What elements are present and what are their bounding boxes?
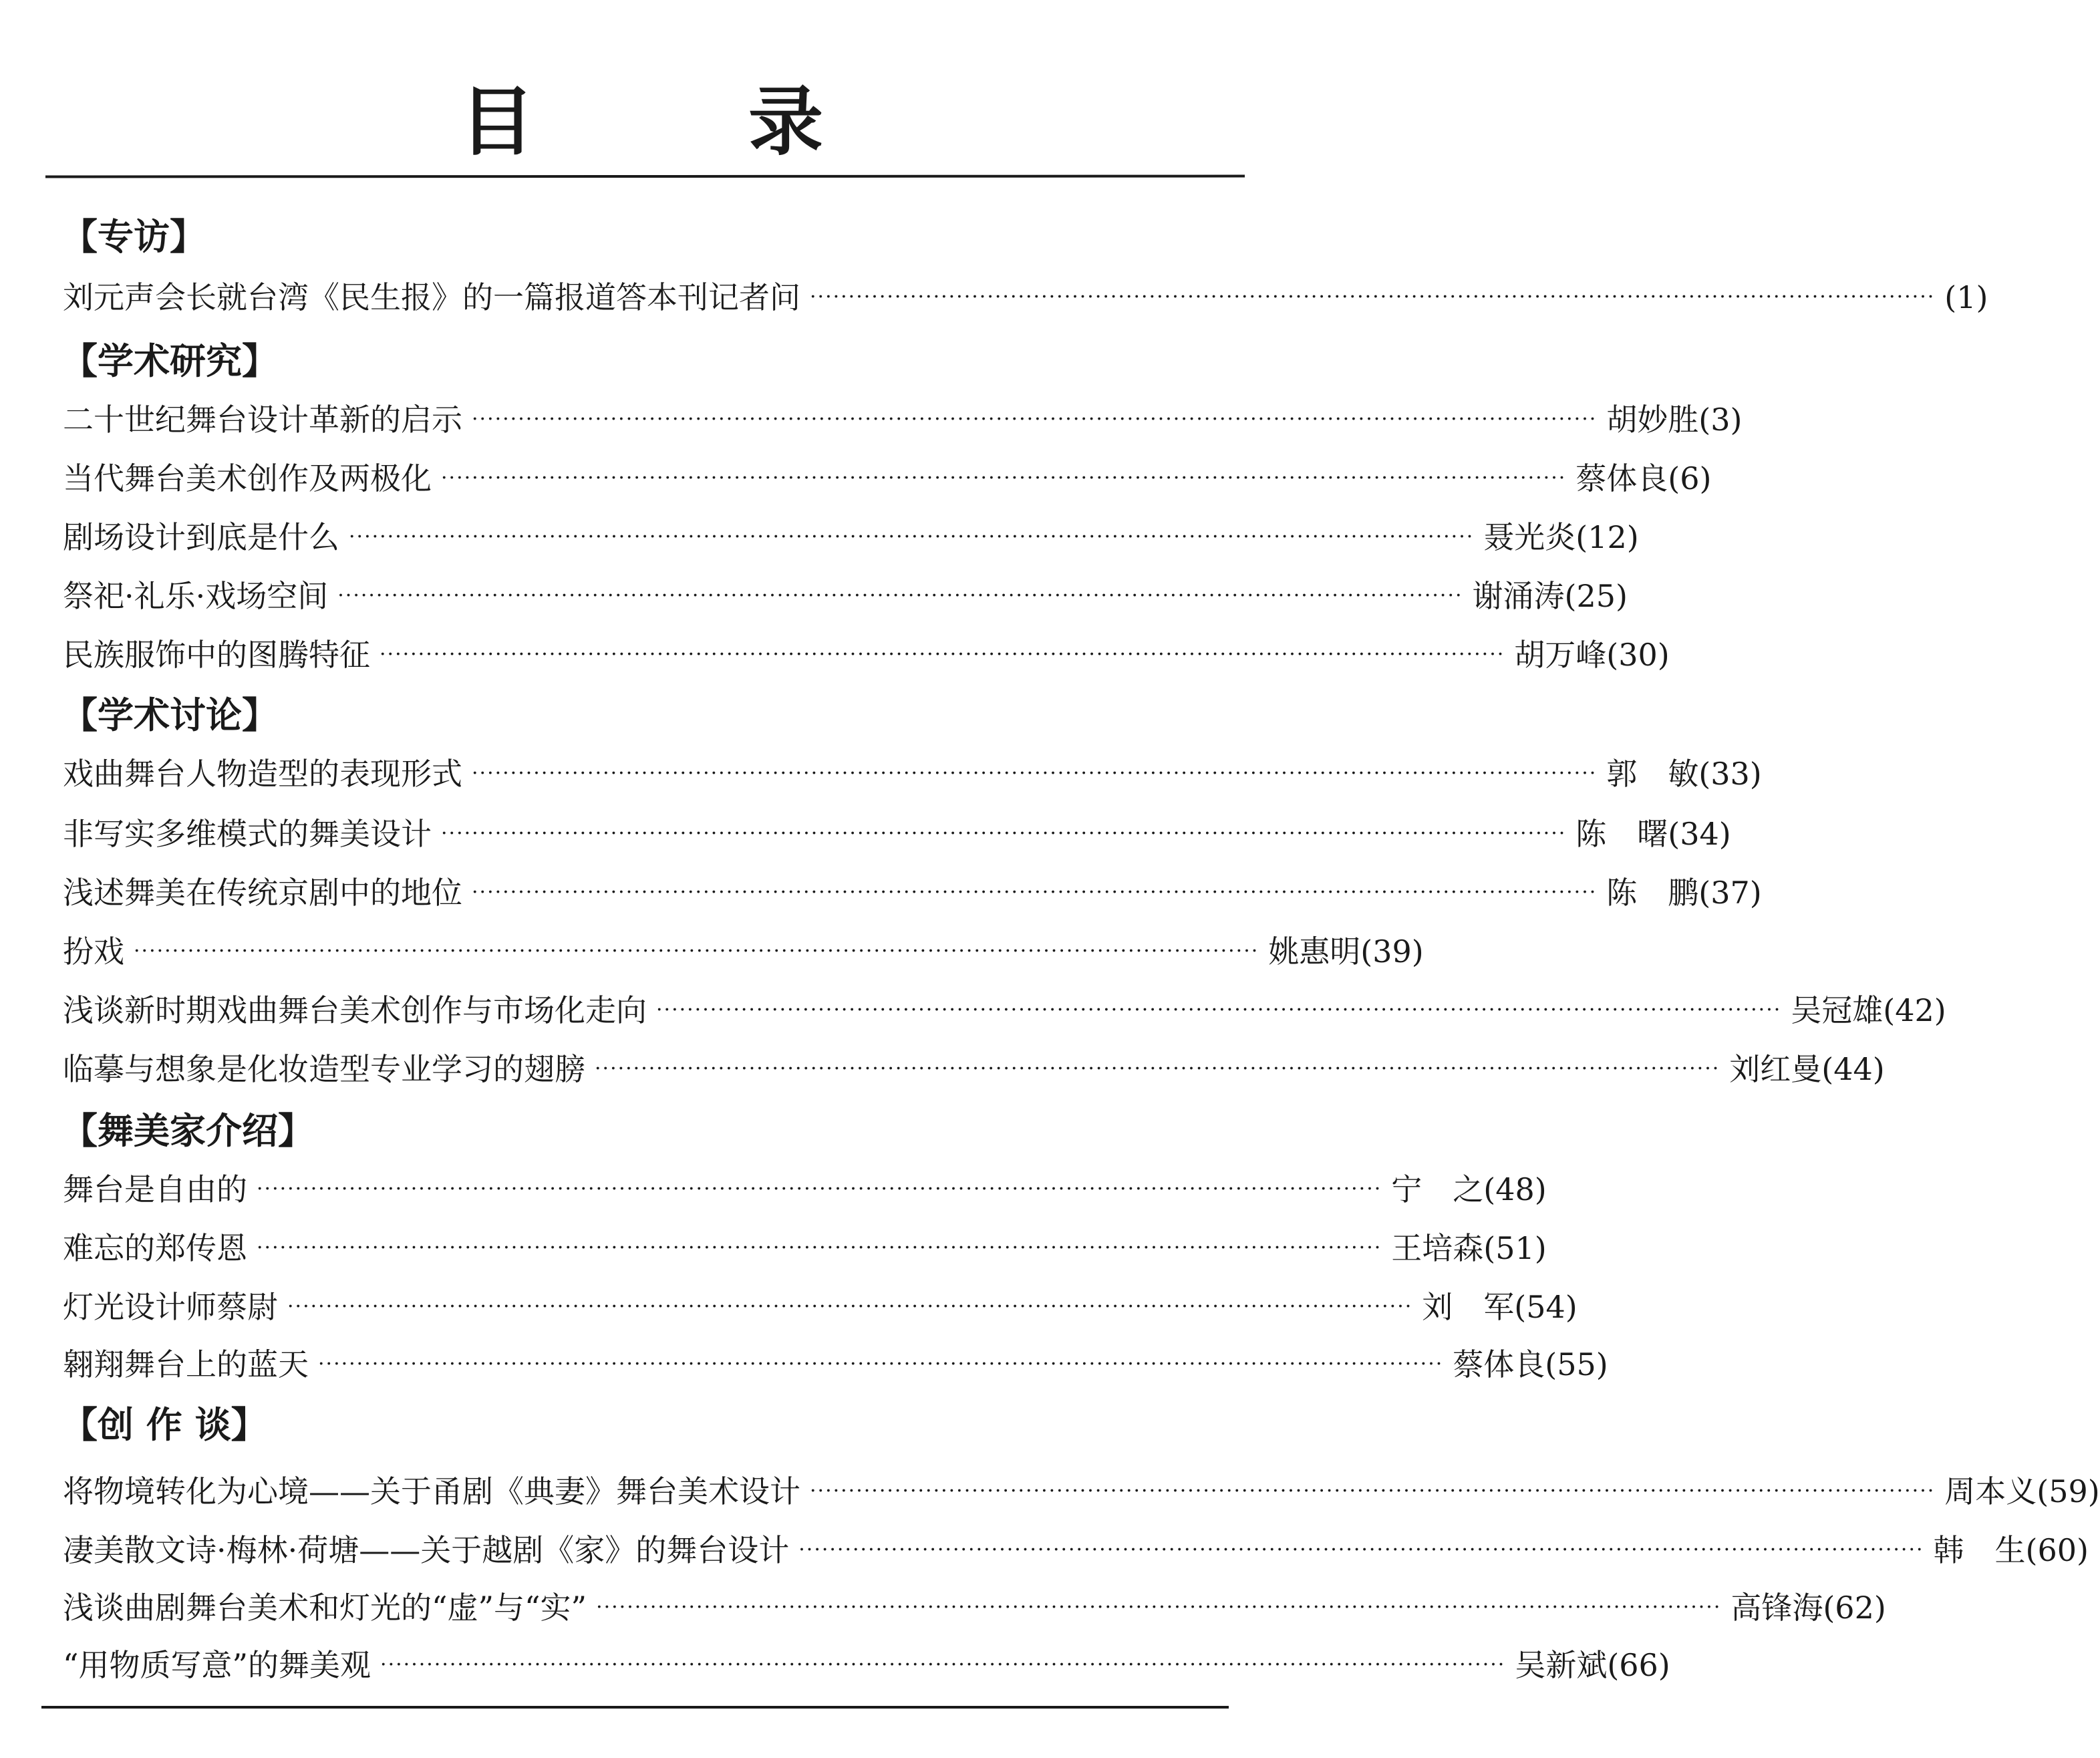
entry-page: (60) (2025, 1532, 2089, 1568)
entry-author: 高锋海 (1731, 1590, 1823, 1626)
entry-author: 蔡体良 (1576, 460, 1668, 496)
entry-page: (44) (1821, 1051, 1885, 1087)
leader-dots: ·················································································································································· (798, 1538, 1924, 1562)
toc-entry[interactable] (63, 1169, 1547, 1209)
toc-entry[interactable] (63, 931, 1424, 972)
entry-page: (59) (2037, 1473, 2100, 1509)
title-char-right: 录 (748, 79, 823, 166)
toc-entry[interactable] (63, 400, 1743, 440)
toc-entry[interactable] (63, 1645, 1670, 1685)
entry-title: 浅述舞美在传统京剧中的地位 (63, 875, 462, 911)
entry-author: 姚惠明 (1268, 933, 1361, 970)
section-heading: 【学术讨论】 (61, 694, 278, 736)
bottom-rule (41, 1706, 1229, 1709)
entry-page: (55) (1545, 1346, 1608, 1382)
entry-title: 凄美散文诗·梅林·荷塘——关于越剧《家》的舞台设计 (63, 1532, 790, 1568)
entry-author: 吴新斌 (1515, 1647, 1608, 1683)
entry-author: 宁 之 (1391, 1171, 1484, 1207)
entry-title: 浅谈新时期戏曲舞台美术创作与市场化走向 (63, 992, 647, 1028)
entry-title: 临摹与想象是化妆造型专业学习的翅膀 (63, 1051, 585, 1087)
leader-dots: ·················································································································································· (380, 643, 1505, 666)
entry-page: (33) (1698, 756, 1762, 792)
entry-title: 浅谈曲剧舞台美术和灯光的“虚”与“实” (63, 1590, 587, 1626)
leader-dots: ·················································································································································· (349, 525, 1475, 549)
entry-title: 非写实多维模式的舞美设计 (63, 816, 432, 852)
entry-title: 祭祀·礼乐·戏场空间 (63, 578, 329, 614)
leader-dots: ·················································································································································· (318, 1352, 1444, 1376)
leader-dots: ·················································································································································· (257, 1236, 1382, 1260)
entry-title: 民族服饰中的图腾特征 (63, 637, 370, 673)
leader-dots: ·················································································································································· (656, 998, 1782, 1022)
entry-author: 吴冠雄 (1791, 992, 1884, 1028)
entry-title: 剧场设计到底是什么 (63, 519, 339, 555)
entry-author: 郭 敏 (1606, 756, 1699, 792)
entry-title: “用物质写意”的舞美观 (63, 1647, 371, 1683)
toc-entry[interactable] (63, 1344, 1608, 1384)
toc-entry[interactable] (63, 990, 1946, 1030)
leader-dots: ·················································································································································· (441, 822, 1567, 845)
entry-title: 灯光设计师蔡尉 (63, 1289, 278, 1325)
entry-author: 胡万峰 (1514, 637, 1607, 673)
entry-author: 谢涌涛 (1472, 578, 1565, 614)
entry-page: (25) (1564, 578, 1628, 614)
entry-author: 聂光炎 (1483, 519, 1576, 555)
entry-title: 戏曲舞台人物造型的表现形式 (63, 756, 462, 792)
leader-dots: ·················································································································································· (595, 1057, 1720, 1080)
entry-page: (66) (1607, 1647, 1670, 1683)
toc-entry[interactable] (63, 1228, 1547, 1268)
leader-dots: ·················································································································································· (287, 1295, 1413, 1318)
entry-title: 扮戏 (63, 933, 124, 970)
leader-dots: ·················································································································································· (380, 1653, 1506, 1676)
toc-entry[interactable] (63, 517, 1639, 557)
entry-page: (48) (1483, 1171, 1547, 1207)
entry-page: (51) (1483, 1230, 1547, 1266)
entry-author: 陈 曙 (1576, 816, 1668, 852)
toc-entry[interactable] (63, 635, 1670, 675)
section-heading: 【舞美家介绍】 (61, 1110, 314, 1152)
toc-entry[interactable] (63, 576, 1628, 616)
entry-author: 韩 生 (1933, 1532, 2026, 1568)
entry-author: 陈 鹏 (1606, 875, 1699, 911)
entry-page: (6) (1668, 460, 1712, 496)
entry-page: (1) (1944, 279, 1988, 315)
entry-page: (12) (1576, 519, 1639, 555)
leader-dots: ·················································································································································· (441, 466, 1567, 490)
leader-dots: ·················································································································································· (472, 762, 1598, 785)
entry-page: (39) (1360, 933, 1424, 970)
entry-title: 二十世纪舞台设计革新的启示 (63, 402, 462, 438)
entry-title: 当代舞台美术创作及两极化 (63, 460, 432, 496)
toc-entry[interactable] (63, 814, 1731, 854)
section-heading: 【创 作 谈】 (61, 1404, 267, 1446)
toc-entry[interactable] (63, 754, 1762, 794)
leader-dots: ·················································································································································· (810, 285, 1936, 309)
leader-dots: ·················································································································································· (596, 1596, 1722, 1619)
leader-dots: ·················································································································································· (810, 1479, 1936, 1503)
entry-title: 将物境转化为心境——关于甬剧《典妻》舞台美术设计 (63, 1473, 800, 1509)
entry-author: 蔡体良 (1453, 1346, 1545, 1382)
toc-entry[interactable] (63, 1471, 2100, 1511)
entry-page: (3) (1698, 402, 1743, 438)
entry-author: 周本义 (1944, 1473, 2037, 1509)
entry-author: 王培森 (1391, 1230, 1484, 1266)
entry-author: 刘 军 (1422, 1289, 1515, 1325)
leader-dots: ·················································································································································· (134, 939, 1259, 963)
entry-title: 翱翔舞台上的蓝天 (63, 1346, 309, 1382)
section-heading: 【专访】 (61, 216, 206, 258)
entry-page: (34) (1668, 816, 1731, 852)
entry-page: (37) (1698, 875, 1762, 911)
entry-page: (30) (1606, 637, 1670, 673)
toc-entry[interactable] (63, 1287, 1578, 1327)
leader-dots: ·················································································································································· (257, 1177, 1382, 1201)
toc-entry[interactable] (63, 1588, 1886, 1628)
toc-entry[interactable] (63, 1530, 2089, 1570)
entry-title: 难忘的郑传恩 (63, 1230, 247, 1266)
toc-entry[interactable] (63, 873, 1762, 913)
entry-page: (42) (1883, 992, 1946, 1028)
entry-page: (62) (1823, 1590, 1886, 1626)
entry-page: (54) (1514, 1289, 1578, 1325)
leader-dots: ·················································································································································· (472, 881, 1598, 904)
entry-author: 胡妙胜 (1606, 402, 1699, 438)
entry-title: 刘元声会长就台湾《民生报》的一篇报道答本刊记者问 (63, 279, 800, 315)
leader-dots: ·················································································································································· (472, 408, 1598, 431)
section-heading: 【学术研究】 (61, 340, 278, 382)
title-char-left: 目 (460, 79, 535, 166)
toc-entry[interactable] (63, 277, 1988, 317)
toc-entry[interactable] (63, 1049, 1885, 1089)
leader-dots: ·················································································································································· (337, 584, 1463, 607)
toc-entry[interactable] (63, 458, 1712, 498)
entry-title: 舞台是自由的 (63, 1171, 247, 1207)
entry-author: 刘红曼 (1729, 1051, 1822, 1087)
